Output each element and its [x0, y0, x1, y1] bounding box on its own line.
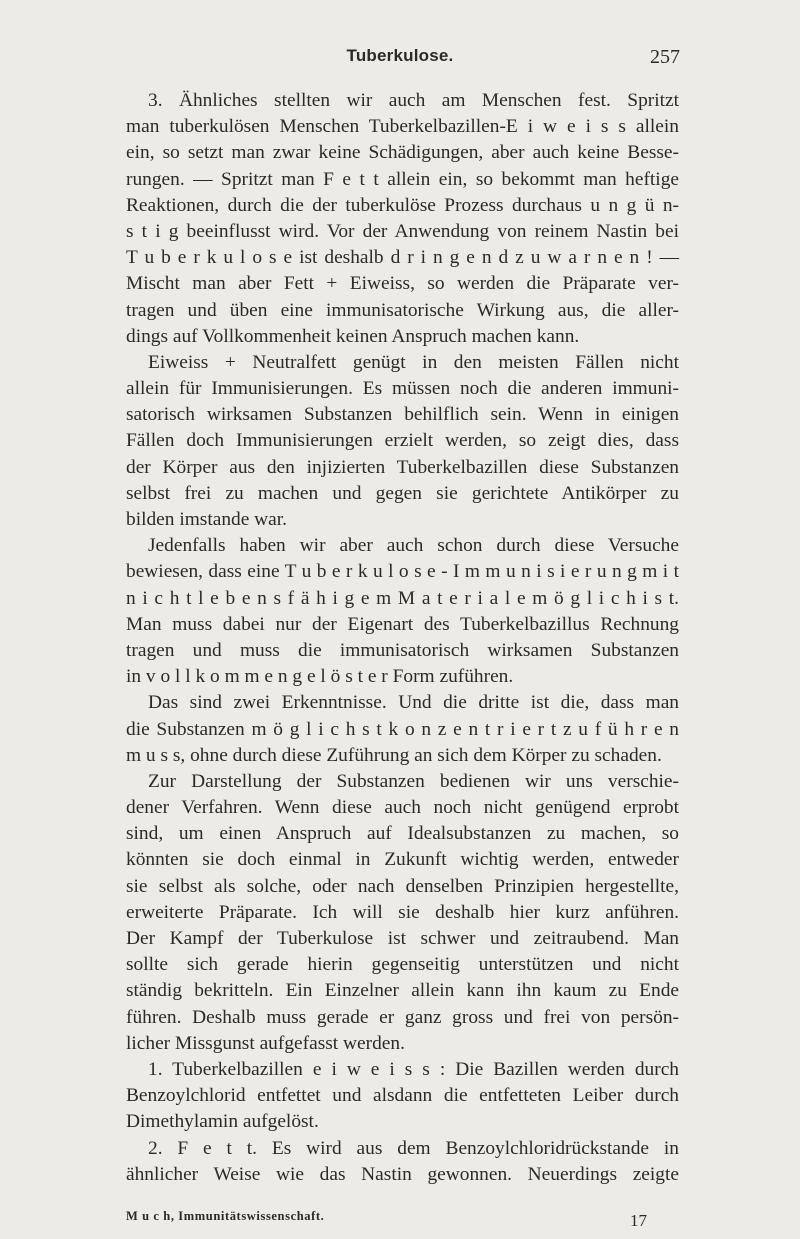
text-line: licher Missgunst aufgefasst werden. — [126, 1032, 405, 1054]
running-head: Tuberkulose. — [346, 46, 454, 65]
text-line: m u s s, ohne durch diese Zuführung an sich dem Körper zu schaden. — [126, 744, 662, 766]
text-line: tragen und üben eine immunisatorische Wirkung aus, die aller- — [126, 299, 679, 321]
text-line: Das sind zwei Erkenntnisse. Und die dritte ist die, dass man — [148, 692, 679, 714]
text-line: tragen und muss die immunisatorisch wirksamen Substanzen — [126, 639, 679, 661]
page-header — [120, 46, 680, 72]
text-line: der Körper aus den injizierten Tuberkelbazillen diese Substanzen — [126, 456, 679, 478]
signature-line: M u c h, Immunitätswissenschaft. — [126, 1209, 325, 1223]
text-line: Benzoylchlorid entfettet und alsdann die entfetteten Leiber durch — [126, 1085, 679, 1107]
text-line: Dimethylamin aufgelöst. — [126, 1111, 319, 1133]
page-footer — [126, 1209, 679, 1233]
text-line: erweiterte Präparate. Ich will sie deshalb hier kurz anführen. — [126, 901, 679, 923]
text-line: allein für Immunisierungen. Es müssen noch die anderen immuni- — [126, 378, 679, 400]
text-line: selbst frei zu machen und gegen sie gerichtete Antikörper zu — [126, 482, 679, 504]
text-line: n i c h t l e b e n s f ä h i g e m M a t e r i a l e m ö g l i c h i s t. — [126, 587, 679, 609]
text-line: satorisch wirksamen Substanzen behilflich sein. Wenn in einigen — [126, 404, 679, 426]
text-line: führen. Deshalb muss gerade er ganz gross und frei von persön- — [126, 1006, 679, 1028]
text-line: rungen. — Spritzt man F e t t allein ein, so bekommt man heftige — [126, 168, 679, 190]
text-line: s t i g beeinflusst wird. Vor der Anwendung von reinem Nastin bei — [126, 220, 679, 242]
text-line: bewiesen, dass eine T u b e r k u l o s e - I m m u n i s i e r u n g m i t — [126, 561, 679, 583]
text-line: Eiweiss + Neutralfett genügt in den meisten Fällen nicht — [148, 351, 679, 373]
body-text — [126, 88, 679, 1188]
sheet-number: 17 — [630, 1211, 647, 1230]
text-line: sind, um einen Anspruch auf Idealsubstanzen zu machen, so — [126, 823, 679, 845]
text-line: dings auf Vollkommenheit keinen Anspruch machen kann. — [126, 325, 580, 347]
text-line: Reaktionen, durch die der tuberkulöse Prozess durchaus u n g ü n- — [126, 194, 679, 216]
text-line: die Substanzen m ö g l i c h s t k o n z e n t r i e r t z u f ü h r e n — [126, 718, 679, 740]
text-line: T u b e r k u l o s e ist deshalb d r i n g e n d z u w a r n e n ! — — [126, 247, 679, 269]
text-line: ständig bekritteln. Ein Einzelner allein kann ihn kaum zu Ende — [126, 980, 679, 1002]
text-line: Jedenfalls haben wir aber auch schon durch diese Versuche — [148, 535, 679, 557]
text-line: ein, so setzt man zwar keine Schädigungen, aber auch keine Besse- — [126, 142, 679, 164]
page-number: 257 — [650, 46, 680, 68]
text-line: Mischt man aber Fett + Eiweiss, so werden die Präparate ver- — [126, 273, 679, 295]
text-line: in v o l l k o m m e n g e l ö s t e r Form zuführen. — [126, 666, 514, 688]
text-line: Der Kampf der Tuberkulose ist schwer und zeitraubend. Man — [126, 928, 679, 949]
text-line: sie selbst als solche, oder nach denselben Prinzipien hergestellte, — [126, 875, 679, 897]
text-line: 1. Tuberkelbazillen e i w e i s s : Die Bazillen werden durch — [148, 1058, 679, 1080]
text-line: könnten sie doch einmal in Zukunft wichtig werden, entweder — [126, 849, 679, 871]
text-line: sollte sich gerade hierin gegenseitig unterstützen und nicht — [126, 954, 679, 976]
text-line: Man muss dabei nur der Eigenart des Tuberkelbazillus Rechnung — [126, 613, 679, 635]
text-line: bilden imstande war. — [126, 509, 288, 530]
text-line: dener Verfahren. Wenn diese auch noch nicht genügend erprobt — [126, 797, 679, 819]
text-line: ähnlicher Weise wie das Nastin gewonnen. Neuerdings zeigte — [126, 1163, 679, 1185]
text-line: man tuberkulösen Menschen Tuberkelbazillen-E i w e i s s allein — [126, 116, 679, 138]
text-line: Fällen doch Immunisierungen erzielt werden, so zeigt dies, dass — [126, 430, 679, 452]
text-line: Zur Darstellung der Substanzen bedienen wir uns verschie- — [148, 770, 679, 792]
text-line: 2. F e t t. Es wird aus dem Benzoylchloridrückstande in — [148, 1137, 679, 1159]
text-line: 3. Ähnliches stellten wir auch am Menschen fest. Spritzt — [148, 90, 679, 111]
